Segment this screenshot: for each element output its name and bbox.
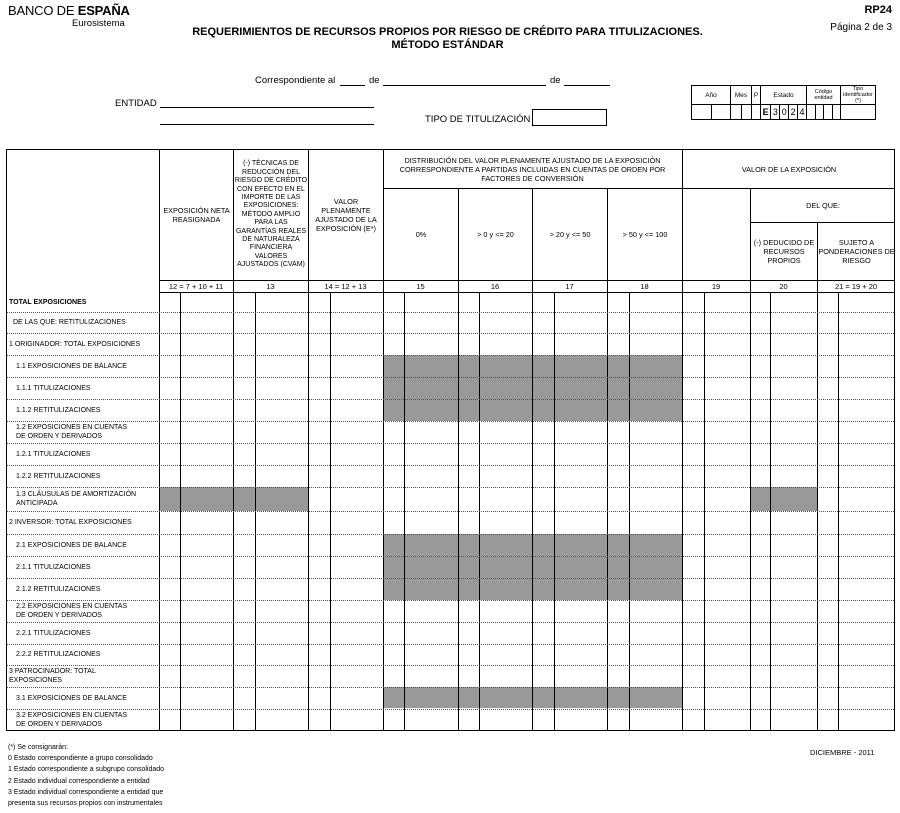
col-number: 17 <box>565 282 574 291</box>
col-number: 15 <box>416 282 425 291</box>
tipo-identificador-header: Tipo identificador (*) <box>841 86 876 105</box>
row-separator <box>7 600 894 601</box>
entidad-field-2[interactable] <box>160 124 374 125</box>
ano-cell-1[interactable] <box>692 105 712 120</box>
header-del-que: DEL QUE: <box>806 201 840 210</box>
brand-name-bold: ESPAÑA <box>77 3 130 18</box>
header-sujeto: SUJETO A PONDERACIONES DE RIESGO <box>818 238 895 265</box>
header-valor-plenamente: VALOR PLENAMENTE AJUSTADO DE LA EXPOSICIÓN (E*) <box>315 197 377 233</box>
header-pct-0: 0% <box>415 230 427 239</box>
estado-cell-1: E <box>761 105 771 120</box>
row-label: 2.1 EXPOSICIONES DE BALANCE <box>16 541 127 549</box>
entidad-label: ENTIDAD <box>115 98 157 109</box>
row-label: 1.2.1 TITULIZACIONES <box>16 450 91 458</box>
header-distribucion: DISTRIBUCIÓN DEL VALOR PLENAMENTE AJUSTADO DE LA EXPOSICIÓN CORRESPONDIENTE A PARTIDAS INCLUIDAS EN CUENTAS DE ORDEN POR FACTORES DE CONVERSIÓN <box>399 155 666 183</box>
row-label: 2.2 EXPOSICIONES EN CUENTAS DE ORDEN Y DERIVADOS <box>16 603 128 619</box>
col-line <box>817 222 818 731</box>
entidad-field[interactable] <box>160 107 374 108</box>
row-label: 2.1.1 TITULIZACIONES <box>16 563 91 571</box>
row-label: 2.2.1 TITULIZACIONES <box>16 629 91 637</box>
col-number: 13 <box>266 282 275 291</box>
row-label: 1.1 EXPOSICIONES DE BALANCE <box>16 362 127 370</box>
title-line-1: REQUERIMIENTOS DE RECURSOS PROPIOS POR RIESGO DE CRÉDITO PARA TITULIZACIONES. <box>192 26 703 38</box>
header-line <box>159 280 895 281</box>
codigo-entidad-header: Código entidad <box>807 86 841 105</box>
header-pct-50-100: > 50 y <= 100 <box>622 230 668 239</box>
row-label: 3 PATROCINADOR: TOTAL EXPOSICIONES <box>9 668 96 684</box>
col-number: 18 <box>640 282 649 291</box>
estado-cell-2: 3 <box>771 105 780 120</box>
row-label: 2.2.2 RETITULIZACIONES <box>16 651 101 658</box>
header-line <box>159 292 895 293</box>
footer-date: DICIEMBRE - 2011 <box>810 748 875 757</box>
p-cell[interactable] <box>752 105 761 120</box>
row-label: 2.1.2 RETITULIZACIONES <box>16 585 101 593</box>
p-header: P <box>752 86 761 105</box>
tipo-titulizacion-field[interactable] <box>532 109 607 126</box>
row-label: 1.3 CLÁUSULAS DE AMORTIZACIÓN ANTICIPADA <box>16 491 137 507</box>
row-label: TOTAL EXPOSICIONES <box>9 298 87 306</box>
header-pct-0-20: > 0 y <= 20 <box>477 230 514 239</box>
row-label: 3.2 EXPOSICIONES EN CUENTAS DE ORDEN Y DERIVADOS <box>16 712 128 728</box>
code-grid <box>691 85 876 120</box>
row-label: 1.1.1 TITULIZACIONES <box>16 384 91 392</box>
estado-cell-5: 4 <box>798 105 807 120</box>
col-number: 20 <box>779 282 788 291</box>
row-label: 1.2.2 RETITULIZACIONES <box>16 472 101 480</box>
header-deducido: (-) DEDUCIDO DE RECURSOS PROPIOS <box>753 238 815 265</box>
footnote-line: presenta sus recursos propios con instrumentales <box>8 800 163 808</box>
de-label-1: de <box>369 75 380 86</box>
mes-cell-1[interactable] <box>731 105 742 120</box>
footnote-line: (*) Se consignarán: <box>8 744 68 751</box>
header-valor-exposicion: VALOR DE LA EXPOSICIÓN <box>741 164 837 174</box>
form-code: RP24 <box>864 4 892 16</box>
month-field[interactable] <box>383 85 546 86</box>
correspondiente-label: Correspondiente al <box>255 75 336 86</box>
page-title <box>150 26 745 52</box>
col-number: 12 = 7 + 10 + 11 <box>168 282 224 291</box>
footnote-line: 1 Estado correspondiente a subgrupo consolidado <box>8 766 165 774</box>
row-label: 2 INVERSOR: TOTAL EXPOSICIONES <box>9 519 132 526</box>
de-label-2: de <box>550 75 561 86</box>
row-label: 3.1 EXPOSICIONES DE BALANCE <box>16 694 127 702</box>
year-field[interactable] <box>564 85 610 86</box>
row-separator <box>7 487 894 488</box>
header-tecnicas-reduccion: (-) TÉCNICAS DE REDUCCIÓN DEL RIESGO DE CRÉDITO CON EFECTO EN EL IMPORTE DE LAS EXPOSICIONES: MÉTODO AMPLIO PARA LAS GARANTÍAS REALES DE NATURALEZA FINANCIERA VALORES AJUSTADOS (CVAM) <box>234 160 308 269</box>
codigo-cell-1[interactable] <box>807 105 816 120</box>
row-separator <box>7 709 894 710</box>
brand-subtitle: Eurosistema <box>72 18 125 29</box>
footnote-line: 0 Estado correspondiente a grupo consolidado <box>8 755 153 763</box>
ano-header: Año <box>692 86 731 105</box>
footnote-line: 3 Estado individual correspondiente a entidad que <box>8 788 164 796</box>
tipo-titulizacion-label: TIPO DE TITULIZACIÓN <box>425 114 531 125</box>
page-number: Página 2 de 3 <box>830 22 892 33</box>
col-number: 19 <box>711 282 721 291</box>
codigo-cell-2[interactable] <box>815 105 824 120</box>
tipo-identificador-cell[interactable] <box>841 105 876 120</box>
col-number: 21 = 19 + 20 <box>834 282 878 291</box>
footnotes <box>8 742 164 809</box>
col-number: 16 <box>490 282 500 291</box>
title-line-2: MÉTODO ESTÁNDAR <box>391 39 504 51</box>
day-field[interactable] <box>340 85 365 86</box>
row-label: DE LAS QUE: RETITULIZACIONES <box>13 319 126 326</box>
row-label: 1 ORIGINADOR: TOTAL EXPOSICIONES <box>9 340 141 348</box>
brand-name-light: BANCO DE <box>8 3 78 18</box>
mes-header: Mes <box>731 86 752 105</box>
estado-cell-4: 2 <box>789 105 798 120</box>
brand-logo <box>8 3 130 18</box>
row-separator <box>7 421 894 422</box>
col-number: 14 = 12 + 13 <box>324 282 367 291</box>
estado-header: Estado <box>761 86 807 105</box>
mes-cell-2[interactable] <box>741 105 752 120</box>
estado-cell-3: 0 <box>780 105 789 120</box>
row-label: 1.1.2 RETITULIZACIONES <box>16 406 101 414</box>
shade-amortizacion-right <box>750 487 817 511</box>
header-exposicion-neta: EXPOSICIÓN NETA REASIGNADA <box>163 206 230 224</box>
header-pct-20-50: > 20 y <= 50 <box>549 230 591 239</box>
codigo-cell-4[interactable] <box>832 105 841 120</box>
row-label: 1.2 EXPOSICIONES EN CUENTAS DE ORDEN Y DERIVADOS <box>16 424 128 440</box>
codigo-cell-3[interactable] <box>824 105 833 120</box>
ano-cell-2[interactable] <box>711 105 731 120</box>
footnote-line: 2 Estado individual correspondiente a entidad <box>8 777 150 785</box>
